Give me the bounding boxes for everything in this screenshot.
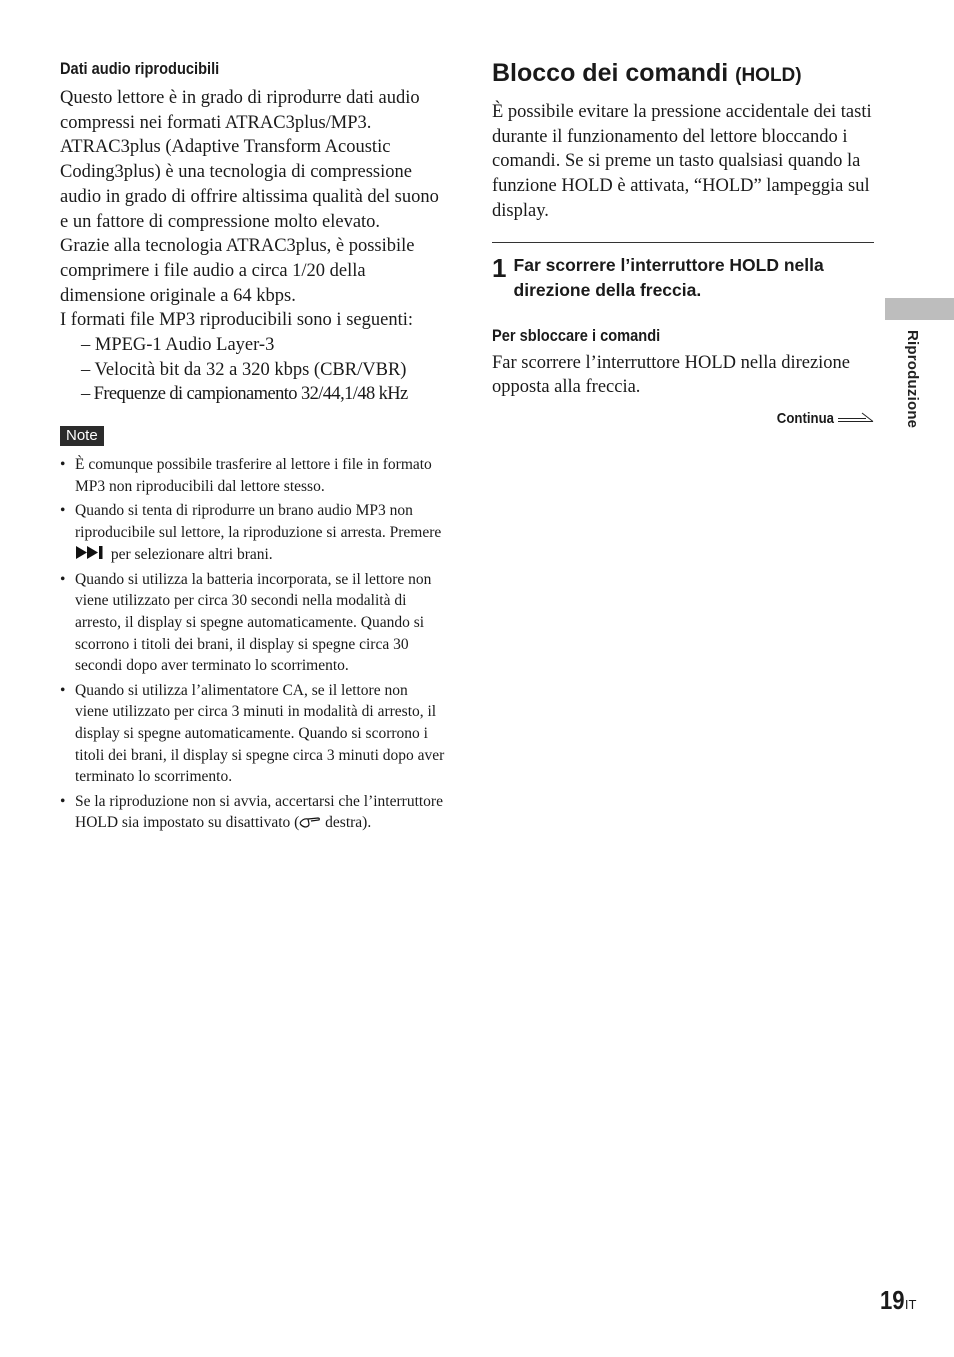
continue-arrow-icon bbox=[838, 410, 874, 427]
paragraph-mp3-intro: I formati file MP3 riproducibili sono i seguenti: bbox=[60, 310, 413, 331]
note-item bbox=[60, 569, 445, 677]
left-column bbox=[60, 58, 445, 838]
paragraph-hold-intro: È possibile evitare la pressione accidentale dei tasti durante il funzionamento del lettore bloccando i comandi. Se si preme un tasto qualsiasi quando la funzione HOLD è attivata, “HOLD” lampeggia sul display. bbox=[492, 102, 872, 221]
note-item bbox=[60, 680, 445, 788]
reference-pointer-icon bbox=[299, 813, 321, 835]
page-language: IT bbox=[904, 1297, 917, 1312]
notes-list bbox=[60, 454, 445, 834]
right-column bbox=[492, 58, 874, 427]
next-track-icon bbox=[75, 544, 107, 566]
unlock-heading: Per sbloccare i comandi bbox=[492, 325, 661, 345]
note-text: Se la riproduzione non si avvia, accertarsi che l’interruttore HOLD sia impostato su disattivato ( bbox=[75, 792, 443, 832]
paragraph-compression: Grazie alla tecnologia ATRAC3plus, è possibile comprimere i file audio a circa 1/20 della dimensione originale a 64 kbps. bbox=[60, 236, 415, 306]
continue-label: Continua bbox=[776, 409, 834, 427]
page-number bbox=[880, 1285, 916, 1316]
paragraph-unlock: Far scorrere l’interruttore HOLD nella direzione opposta alla freccia. bbox=[492, 352, 851, 398]
note-text: destra). bbox=[325, 814, 372, 832]
page-number-value: 19 bbox=[880, 1285, 905, 1315]
note-item bbox=[60, 454, 445, 497]
divider bbox=[492, 242, 874, 243]
title-main: Blocco dei comandi bbox=[492, 59, 729, 87]
list-item: – Frequenze di campionamento 32/44,1/48 kHz bbox=[81, 384, 408, 405]
continue-indicator bbox=[492, 410, 874, 428]
note-text: Quando si tenta di riprodurre un brano audio MP3 non riproducibile sul lettore, la riproduzione si arresta. Premere bbox=[75, 502, 442, 541]
paragraph-formats: Questo lettore è in grado di riprodurre dati audio compressi nei formati ATRAC3plus/MP3. ATRAC3plus (Adaptive Transform Acoustic Coding3plus) è una tecnologia di compressione audio in grado di offrire altissima qualità del suono e un fattore di compressione molto elevato. bbox=[60, 88, 439, 232]
title-hold: (HOLD) bbox=[735, 65, 802, 86]
section-tab-marker bbox=[885, 298, 954, 320]
note-text: Quando si utilizza l’alimentatore CA, se il lettore non viene utilizzato per circa 3 minuti in modalità di arresto, il display si spegne automaticamente. Quando si scorrono i titoli dei brani, il display si spegne circa 3 minuti dopo aver terminato lo scorrimento. bbox=[75, 681, 445, 786]
mp3-format-list bbox=[60, 333, 445, 407]
page-title bbox=[492, 58, 874, 91]
step-number: 1 bbox=[492, 252, 507, 283]
note-text: per selezionare altri brani. bbox=[110, 545, 273, 563]
list-item: – Velocità bit da 32 a 320 kbps (CBR/VBR) bbox=[81, 359, 407, 380]
step-text: Far scorrere l’interruttore HOLD nella direzione della freccia. bbox=[513, 254, 824, 300]
note-item bbox=[60, 791, 445, 835]
note-text: Quando si utilizza la batteria incorporata, se il lettore non viene utilizzato per circa 30 secondi nella modalità di arresto, il display si spegne automaticamente. Quando si scorrono i titoli dei brani, il display si spegne circa 30 secondi dopo aver terminato lo scorrimento. bbox=[75, 570, 432, 675]
note-item bbox=[60, 500, 445, 565]
step-1 bbox=[492, 253, 874, 303]
section-heading-audio: Dati audio riproducibili bbox=[60, 59, 220, 78]
note-badge: Note bbox=[60, 426, 104, 446]
note-text: È comunque possibile trasferire al lettore i file in formato MP3 non riproducibili dal lettore stesso. bbox=[75, 456, 432, 495]
list-item: – MPEG-1 Audio Layer-3 bbox=[81, 335, 275, 356]
section-tab-label: Riproduzione bbox=[904, 330, 921, 429]
